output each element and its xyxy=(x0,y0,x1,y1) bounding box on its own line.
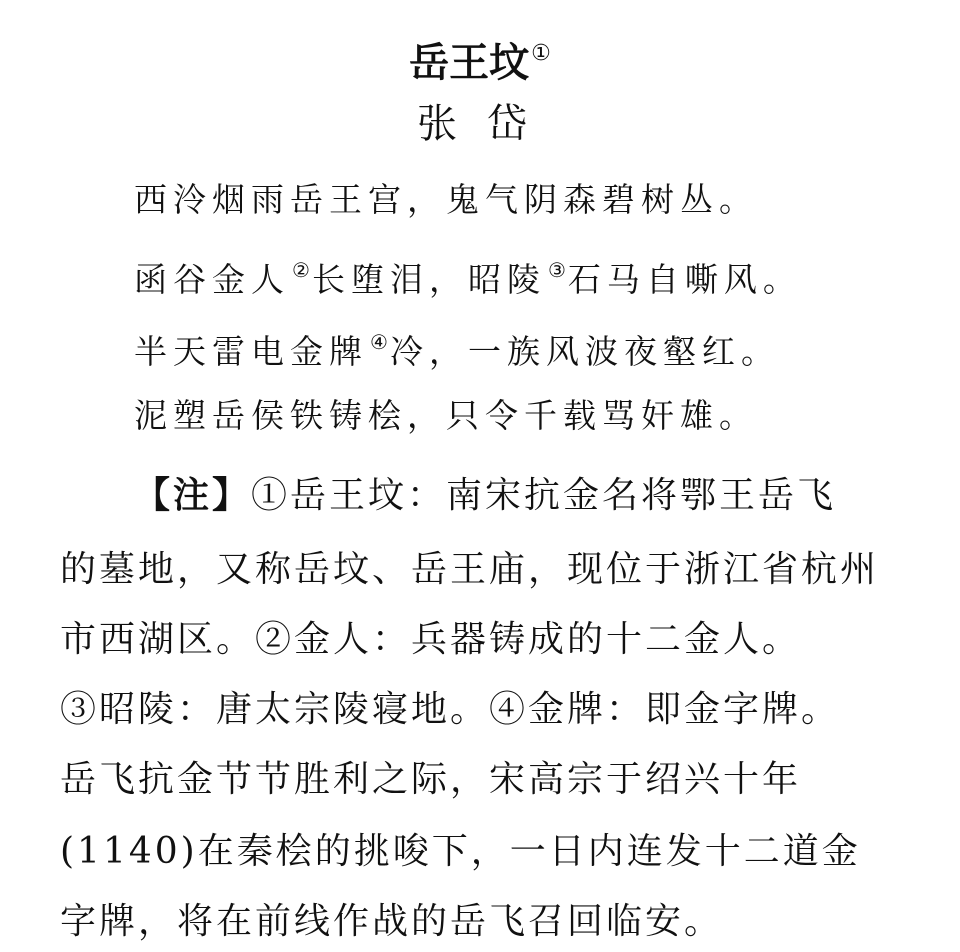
note-line-2: 的墓地，又称岳坟、岳王庙，现位于浙江省杭州 xyxy=(60,549,880,590)
note-line-1-text: ①岳王坟：南宋抗金名将鄂王岳飞 xyxy=(251,475,837,516)
poem-line-3-part-b: 冷，一族风波夜壑红。 xyxy=(389,332,780,371)
footnote-marker-3: ③ xyxy=(547,258,566,282)
note-line-1 xyxy=(134,472,920,520)
note-line-7: 字牌，将在前线作战的岳飞召回临安。 xyxy=(60,901,724,942)
poem-line-2-part-b: 长堕泪，昭陵 xyxy=(311,260,546,299)
poem-title xyxy=(0,28,960,89)
title-footnote-marker: ① xyxy=(531,41,551,66)
poem-line-3-part-a: 半天雷电金牌 xyxy=(134,332,368,371)
footnote-marker-2: ② xyxy=(292,258,310,282)
poem-line-2-part-c: 石马自嘶风。 xyxy=(567,260,802,299)
note-line-6: (1140)在秦桧的挑唆下，一日内连发十二道金 xyxy=(60,831,861,872)
poem-line-1: 西泠烟雨岳王宫，鬼气阴森碧树丛。 xyxy=(134,180,758,219)
poem-author: 张岱 xyxy=(417,101,557,147)
poem-line-2-part-a: 函谷金人 xyxy=(134,260,290,299)
note-line-4: ③昭陵：唐太宗陵寝地。④金牌：即金字牌。 xyxy=(60,689,841,730)
note-line-5: 岳飞抗金节节胜利之际，宋高宗于绍兴十年 xyxy=(60,759,802,800)
poem-title-text: 岳王坟 xyxy=(409,40,530,86)
note-line-3: 市西湖区。②金人：兵器铸成的十二金人。 xyxy=(60,619,802,660)
note-label: 【注】 xyxy=(134,475,252,516)
poem-line-2 xyxy=(134,248,802,302)
poem-line-3 xyxy=(134,320,780,374)
footnote-marker-4: ④ xyxy=(370,330,388,354)
poem-line-4: 泥塑岳侯铁铸桧，只令千载骂奸雄。 xyxy=(134,396,758,435)
